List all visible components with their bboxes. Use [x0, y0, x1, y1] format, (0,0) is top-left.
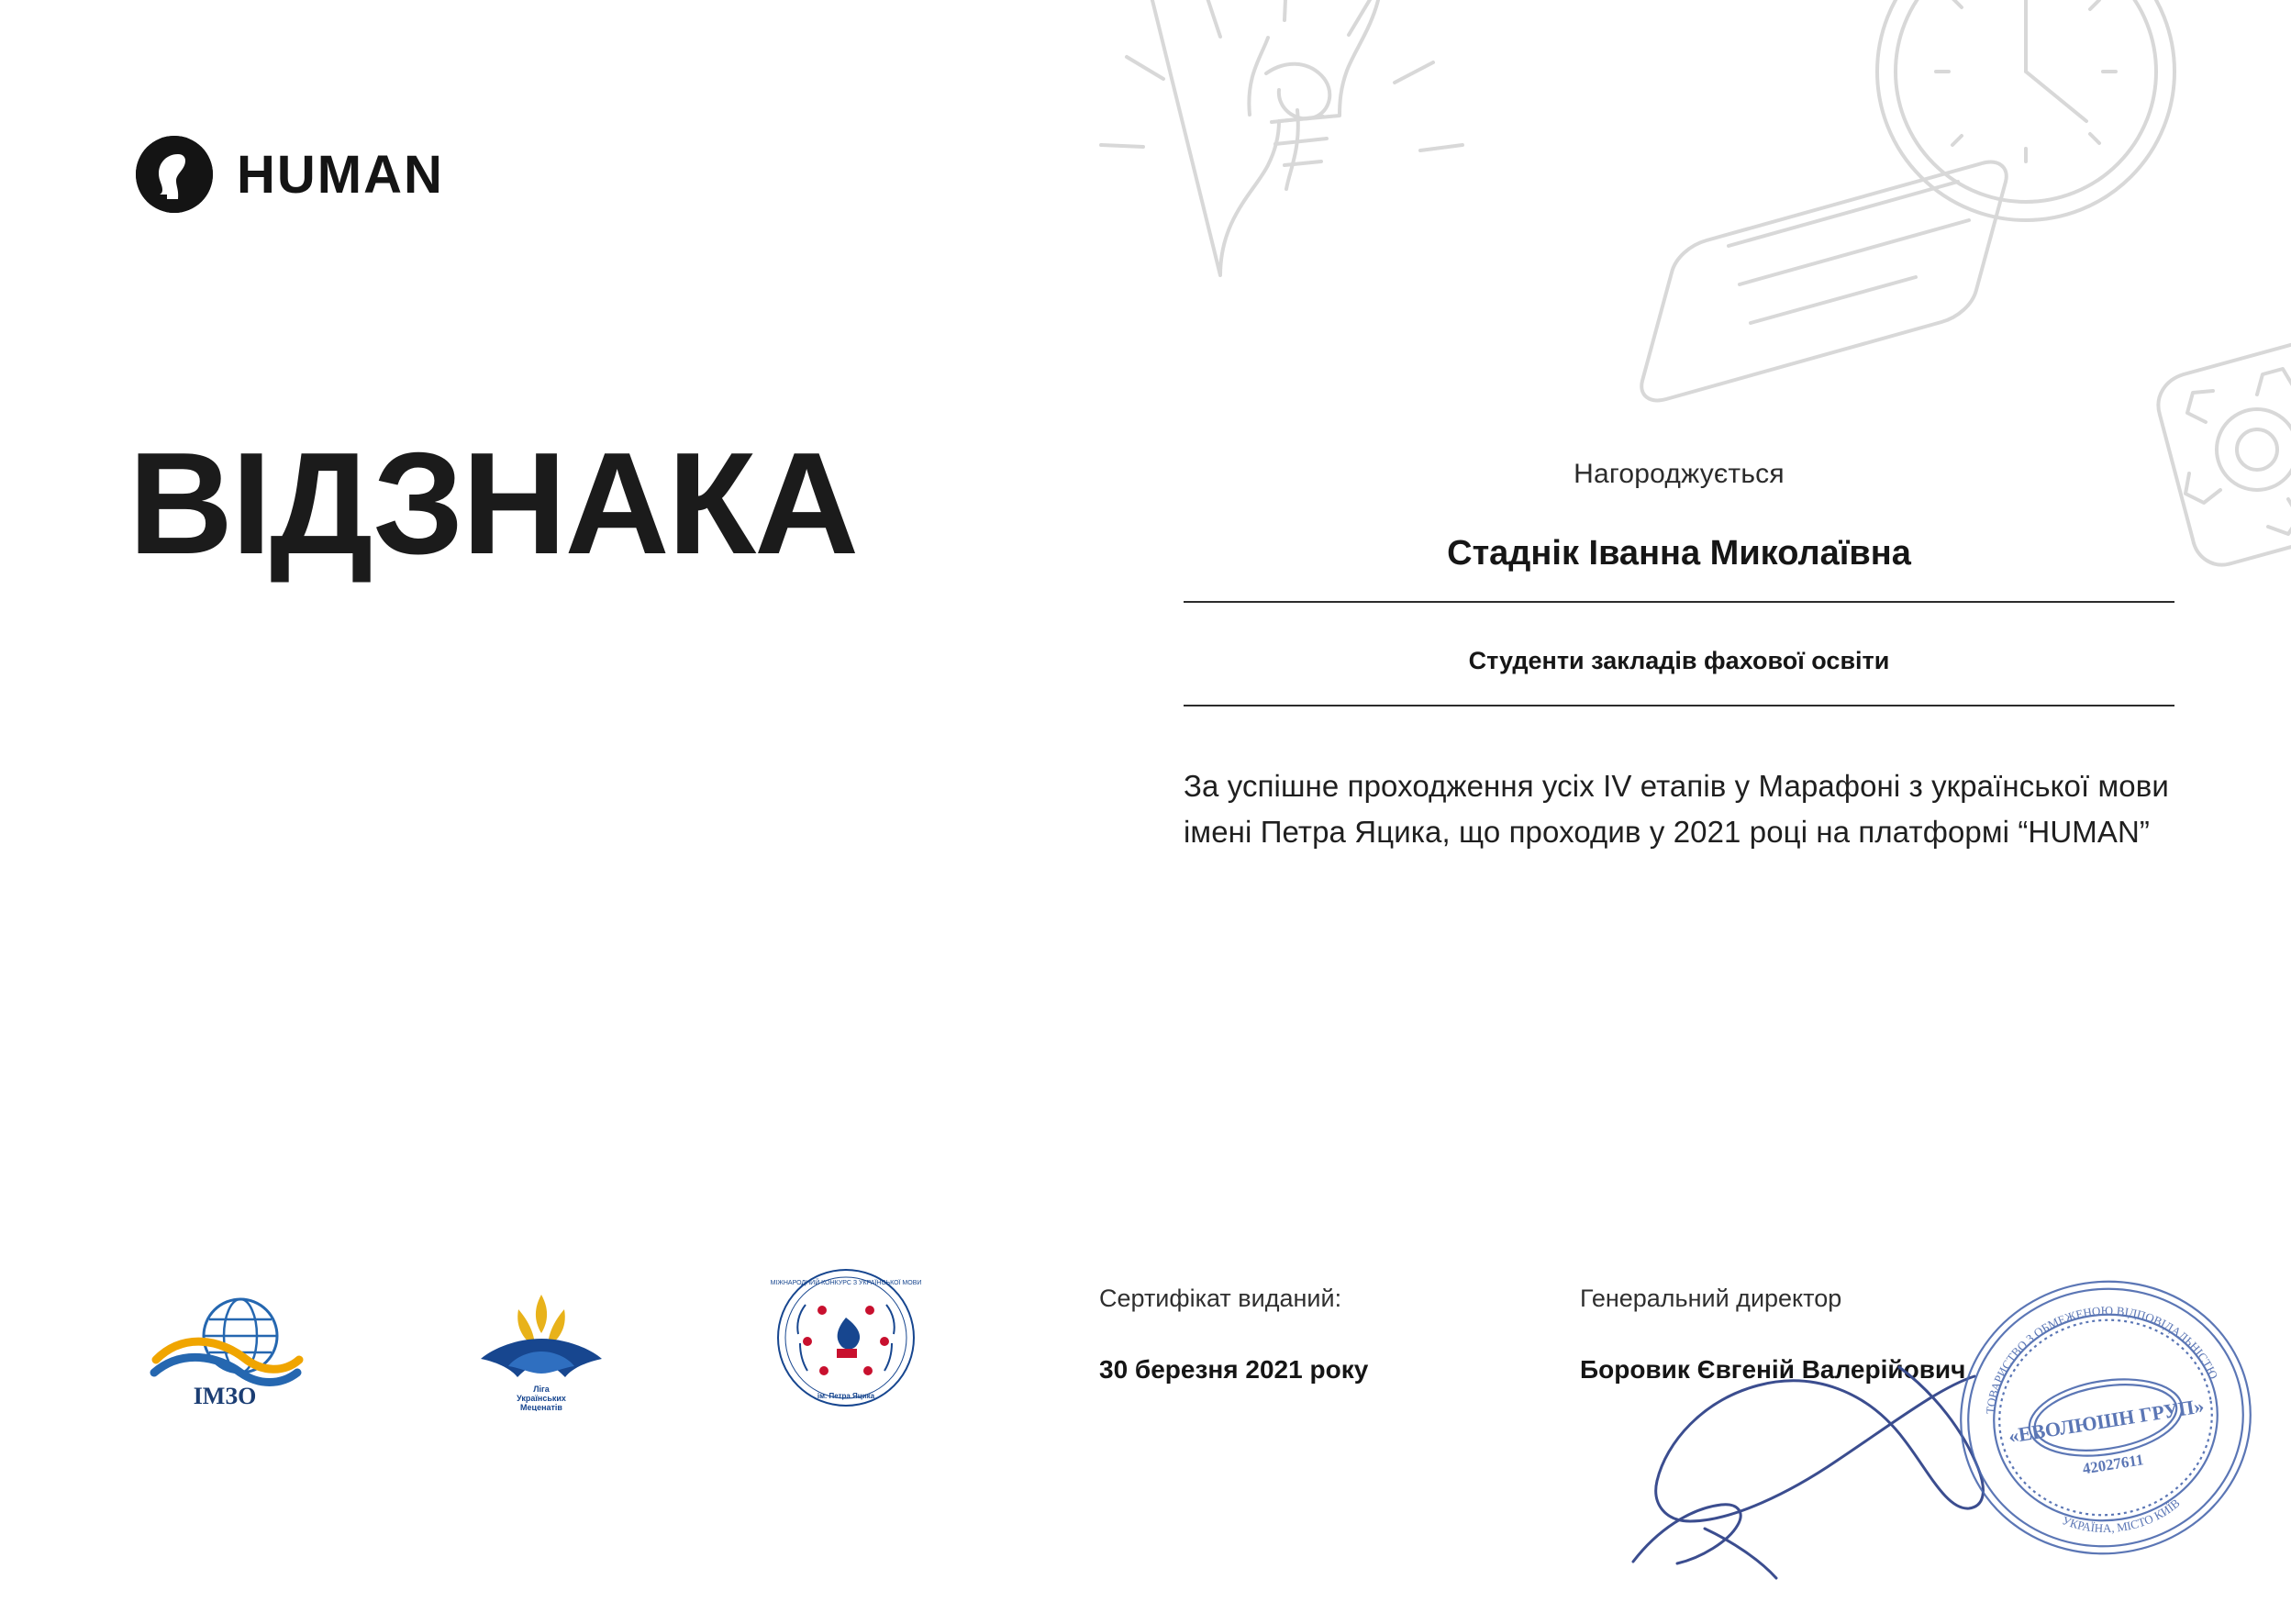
petro-yatsyk-contest-logo	[771, 1264, 922, 1416]
brand-name: HUMAN	[237, 144, 444, 205]
company-seal	[1950, 1266, 2262, 1569]
signature	[1596, 1349, 2110, 1624]
clock-icon	[1877, 0, 2174, 220]
svg-text:42027611: 42027611	[2081, 1451, 2145, 1478]
category-rule	[1184, 705, 2174, 706]
issued-date: 30 березня 2021 року	[1099, 1355, 1369, 1384]
page-title: ВІДЗНАКА	[128, 423, 858, 584]
svg-text:ТОВАРИСТВО З ОБМЕЖЕНОЮ ВІДПОВІ: ТОВАРИСТВО З ОБМЕЖЕНОЮ ВІДПОВІДАЛЬНІСТЮ	[1983, 1303, 2221, 1415]
recipient-category: Студенти закладів фахової освіти	[1468, 647, 1890, 674]
brand	[136, 136, 444, 213]
svg-text:ім. Петра Яцика: ім. Петра Яцика	[817, 1392, 875, 1400]
svg-text:Меценатів: Меценатів	[520, 1403, 562, 1411]
svg-text:ІМЗО: ІМЗО	[193, 1383, 257, 1409]
imzo-logo	[138, 1292, 312, 1416]
gear-icon	[2158, 332, 2291, 564]
issued-block	[1099, 1285, 1368, 1385]
league-ukrainian-mecenat-logo	[463, 1287, 619, 1416]
svg-text:МІЖНАРОДНИЙ КОНКУРС З УКРАЇНСЬ: МІЖНАРОДНИЙ КОНКУРС З УКРАЇНСЬКОЇ МОВИ	[771, 1280, 922, 1286]
award-kicker: Нагороджується	[1574, 459, 1785, 489]
svg-text:УКРАЇНА, МІСТО КИЇВ: УКРАЇНА, МІСТО КИЇВ	[2060, 1496, 2183, 1536]
recipient-name: Стаднік Іванна Миколаївна	[1447, 534, 1911, 573]
human-head-icon	[136, 136, 213, 213]
director-name: Боровик Євгеній Валерійович	[1580, 1355, 1966, 1384]
lightbulb-icon	[1101, 0, 1462, 275]
director-label: Генеральний директор	[1580, 1285, 1842, 1312]
issued-label: Сертифікат виданий:	[1099, 1285, 1342, 1312]
svg-text:«ЕВОЛЮШН ГРУП»: «ЕВОЛЮШН ГРУП»	[2007, 1394, 2206, 1448]
award-block	[1184, 459, 2174, 855]
director-block	[1580, 1285, 1965, 1385]
award-reason: За успішне проходження усіх IV етапів у Марафоні з української мови імені Петра Яцика, що проходив у 2021 році на платформі “HUMAN”	[1184, 769, 2169, 850]
recipient-rule	[1184, 601, 2174, 603]
partner-logos	[138, 1264, 922, 1416]
svg-text:Ліга: Ліга	[533, 1385, 550, 1394]
svg-text:Українських: Українських	[517, 1394, 566, 1403]
document-icon	[1641, 162, 2007, 401]
